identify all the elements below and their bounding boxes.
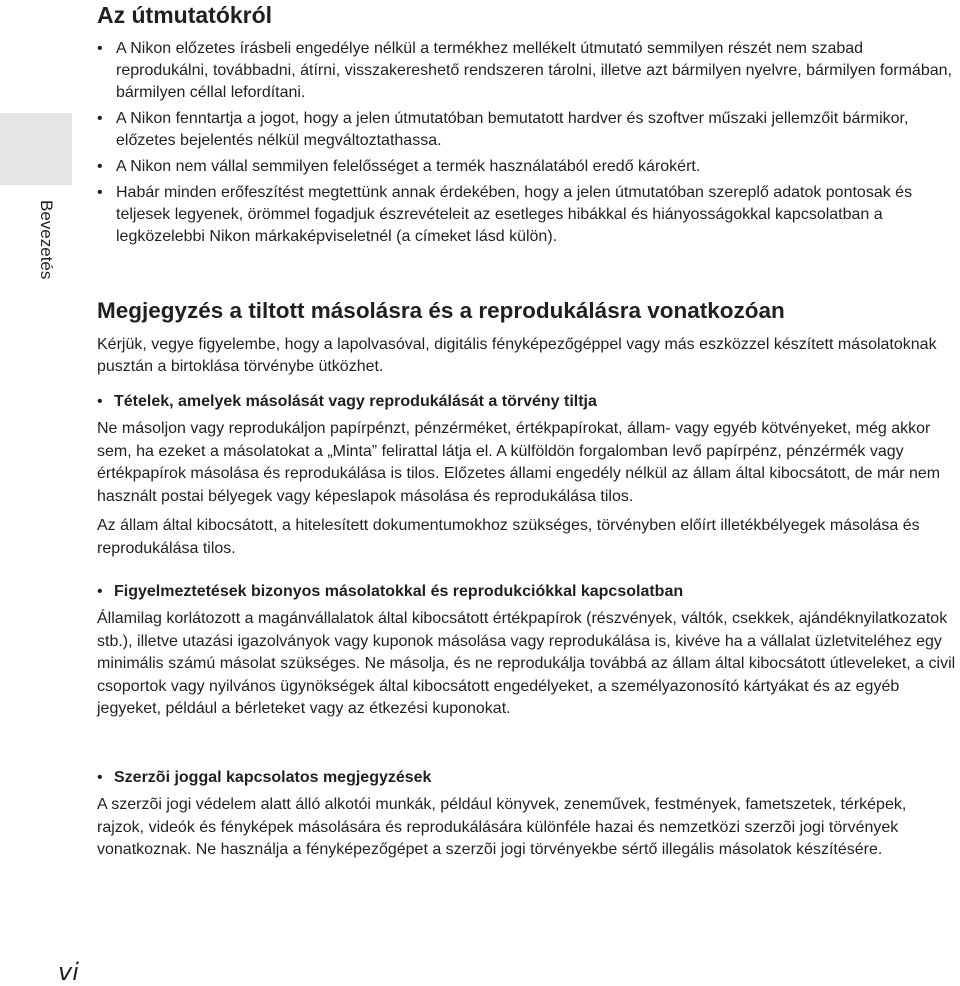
page-number: vi — [58, 958, 79, 986]
manual-note-item: • A Nikon nem vállal semmilyen felelősséget a termék használatából eredő károkért. — [97, 156, 957, 178]
subsection-paragraph: Államilag korlátozott a magánvállalatok által kibocsátott értékpapírok (részvények, váltók, csekkek, ajándéknyilatkozatok stb.), illetve utazási igazolványok vagy kuponok másolása vagy reprodukálása is, kivéve ha a vállalat üzletviteléhez egy minimális számú másolat szükséges. Ne másolja, és ne reprodukálja továbbá az állam által kibocsátott útleveleket, a civil csoportok vagy nyilvános ügynökségek által kibocsátott engedélyeket, a személyazonosító kártyákat és az egyéb jegyeket, például a bérleteket vagy az étkezési kuponokat. — [97, 610, 956, 717]
page-title: Az útmutatókról — [97, 2, 273, 28]
subsection-paragraph: A szerzõi jogi védelem alatt álló alkotói munkák, például könyvek, zeneművek, festmények, fametszetek, térképek, rajzok, videók és fényképek másolására és reprodukálására különféle hazai és nemzetközi szerzõi jogi törvények vonatkoznak. Ne használja a fényképezőgépet a szerzõi jogi törvényekbe sértő illegális másolatok készítésére. — [97, 796, 907, 858]
chapter-tab-label: Bevezetés — [37, 200, 56, 280]
section-title: Megjegyzés a tiltott másolásra és a reprodukálásra vonatkozóan — [97, 298, 785, 323]
manual-note-item: • A Nikon előzetes írásbeli engedélye nélkül a termékhez mellékelt útmutató semmilyen részét nem szabad reprodukálni, továbbadni, átírni, visszakereshető rendszeren tárolni, illetve azt bármilyen nyelvre, bármilyen formában, bármilyen céllal lefordítani. — [97, 38, 957, 104]
subsection-heading: • Figyelmeztetések bizonyos másolatokkal és reprodukciókkal kapcsolatban — [97, 581, 957, 603]
section-intro: Kérjük, vegye figyelembe, hogy a lapolvasóval, digitális fényképezőgéppel vagy más eszközzel készített másolatoknak pusztán a birtoklása törvénybe ütközhet. — [97, 336, 937, 375]
subsection-prohibited-items — [97, 391, 957, 567]
subsection-paragraph: Az állam által kibocsátott, a hitelesített dokumentumokhoz szükséges, törvényben előírt illetékbélyegek másolása és reprodukálása tilos. — [97, 517, 920, 557]
subsection-copyright-notes — [97, 767, 957, 869]
subsection-copy-warnings — [97, 581, 957, 728]
manual-note-item: • A Nikon fenntartja a jogot, hogy a jelen útmutatóban bemutatott hardver és szoftver műszaki jellemzőit bármikor, előzetes bejelentés nélkül megváltoztathassa. — [97, 108, 957, 152]
subsection-heading: • Szerzõi joggal kapcsolatos megjegyzések — [97, 767, 957, 789]
manual-notes-list — [97, 38, 957, 252]
manual-note-item: • Habár minden erőfeszítést megtettünk annak érdekében, hogy a jelen útmutatóban szereplő adatok pontosak és teljesek legyenek, örömmel fogadjuk észrevételeit az esetleges hibákkal és hiányosságokkal kapcsolatban a legközelebbi Nikon márkaképviseletnél (a címeket lásd külön). — [97, 182, 957, 248]
subsection-heading: • Tételek, amelyek másolását vagy reprodukálását a törvény tiltja — [97, 391, 957, 413]
chapter-tab-marker — [0, 113, 72, 185]
subsection-paragraph: Ne másoljon vagy reprodukáljon papírpénzt, pénzérméket, értékpapírokat, állam- vagy egyéb kötvényeket, még akkor sem, ha ezeket a másolatokat a „Minta” felirattal látja el. A külföldön forgalomban levő papírpénz, pénzérmék vagy értékpapírok másolása és reprodukálása is tilos. Előzetes állami engedély nélkül az állam által kibocsátott, de már nem használt postai bélyegek vagy képeslapok másolása és reprodukálása tilos. — [97, 420, 941, 505]
